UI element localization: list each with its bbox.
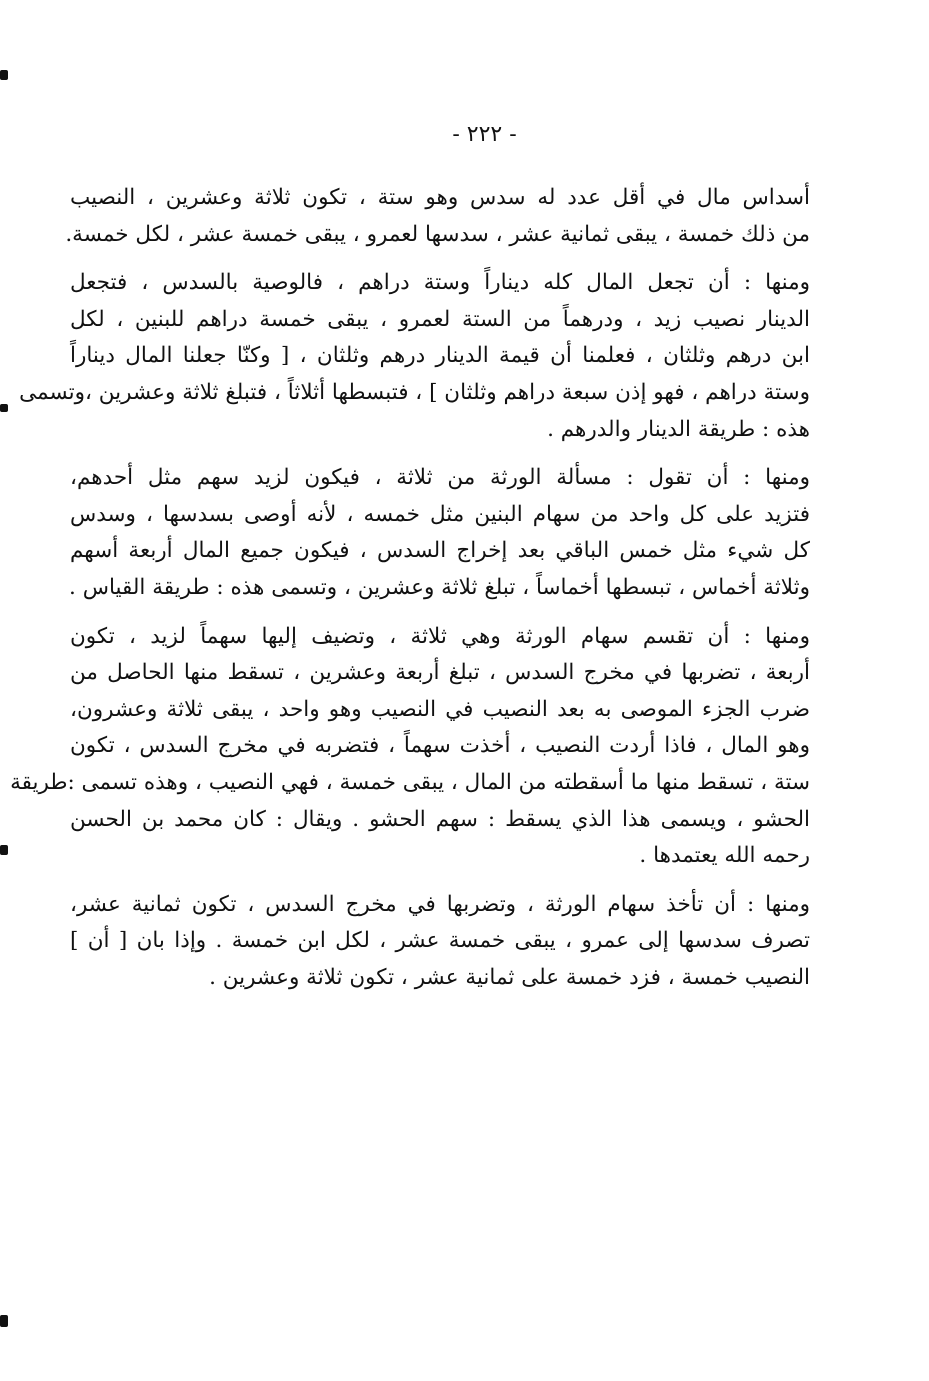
paragraph-2	[19, 265, 810, 448]
paragraph-5	[70, 887, 810, 997]
text-line: وهو المال ، فاذا أردت النصيب ، أخذت سهماً ، فتضربه في مخرج السدس ، تكون	[70, 733, 810, 759]
text-line: وثلاثة أخماس ، تبسطها أخماساً ، تبلغ ثلاثة وعشرين ، وتسمى هذه : طريقة القياس .	[69, 574, 810, 600]
binding-mark	[0, 845, 8, 855]
text-line: ومنها : أن تأخذ سهام الورثة ، وتضربها في مخرج السدس ، تكون ثمانية عشر،	[70, 891, 810, 917]
text-line: الحشو ، ويسمى هذا الذي يسقط : سهم الحشو . ويقال : كان محمد بن الحسن	[70, 806, 810, 832]
text-line: كل شيء مثل خمس الباقي بعد إخراج السدس ، فيكون جميع المال أربعة أسهم	[70, 538, 810, 564]
text-line: وستة دراهم ، فهو إذن سبعة دراهم وثلثان ] ، فتبسطها أثلاثاً ، فتبلغ ثلاثة وعشرين ،وتسمى	[19, 379, 810, 405]
text-line: من ذلك خمسة ، يبقى ثمانية عشر ، سدسها لعمرو ، يبقى خمسة عشر ، لكل خمسة.	[65, 221, 810, 247]
binding-mark	[0, 404, 8, 412]
text-line: ضرب الجزء الموصى به بعد النصيب في النصيب وهو واحد ، يبقى ثلاثة وعشرون،	[70, 696, 810, 722]
text-line: ومنها : أن تقسم سهام الورثة وهي ثلاثة ، وتضيف إليها سهماً لزيد ، تكون	[70, 623, 810, 649]
text-line: هذه : طريقة الدينار والدرهم .	[547, 416, 810, 442]
text-line: ابن درهم وثلثان ، فعلمنا أن قيمة الدينار درهم وثلثان ، [ وكنّا جعلنا المال ديناراً	[70, 343, 810, 369]
text-line: الدينار نصيب زيد ، ودرهماً من الستة لعمرو ، يبقى خمسة دراهم للبنين ، لكل	[70, 306, 810, 332]
binding-mark	[0, 1315, 8, 1327]
paragraph-1	[65, 180, 810, 253]
text-line: رحمه الله يعتمدها .	[639, 843, 810, 869]
text-line: ومنها : أن تجعل المال كله ديناراً وستة دراهم ، فالوصية بالسدس ، فتجعل	[70, 270, 810, 296]
page-number: - ٢٢٢ -	[452, 122, 517, 147]
text-line: تصرف سدسها إلى عمرو ، يبقى خمسة عشر ، لكل ابن خمسة . وإذا بان [ أن ]	[70, 928, 810, 954]
paragraph-4	[10, 619, 810, 875]
text-line: ومنها : أن تقول : مسألة الورثة من ثلاثة ، فيكون لزيد سهم مثل أحدهم،	[70, 465, 810, 491]
binding-mark	[0, 70, 8, 80]
paragraph-3	[70, 460, 810, 606]
body-text	[10, 180, 810, 1008]
text-line: ستة ، تسقط منها ما أسقطته من المال ، يبقى خمسة ، فهي النصيب ، وهذه تسمى :طريقة	[10, 769, 810, 795]
text-line: أربعة ، تضربها في مخرج السدس ، تبلغ أربعة وعشرين ، تسقط منها الحاصل من	[70, 660, 810, 686]
text-line: النصيب خمسة ، فزد خمسة على ثمانية عشر ، تكون ثلاثة وعشرين .	[209, 964, 810, 990]
text-line: أسداس مال في أقل عدد له سدس وهو ستة ، تكون ثلاثة وعشرين ، النصيب	[70, 185, 810, 210]
text-line: فتزيد على كل واحد من سهام البنين مثل خمسه ، لأنه أوصى بسدسها ، وسدس	[70, 501, 810, 527]
